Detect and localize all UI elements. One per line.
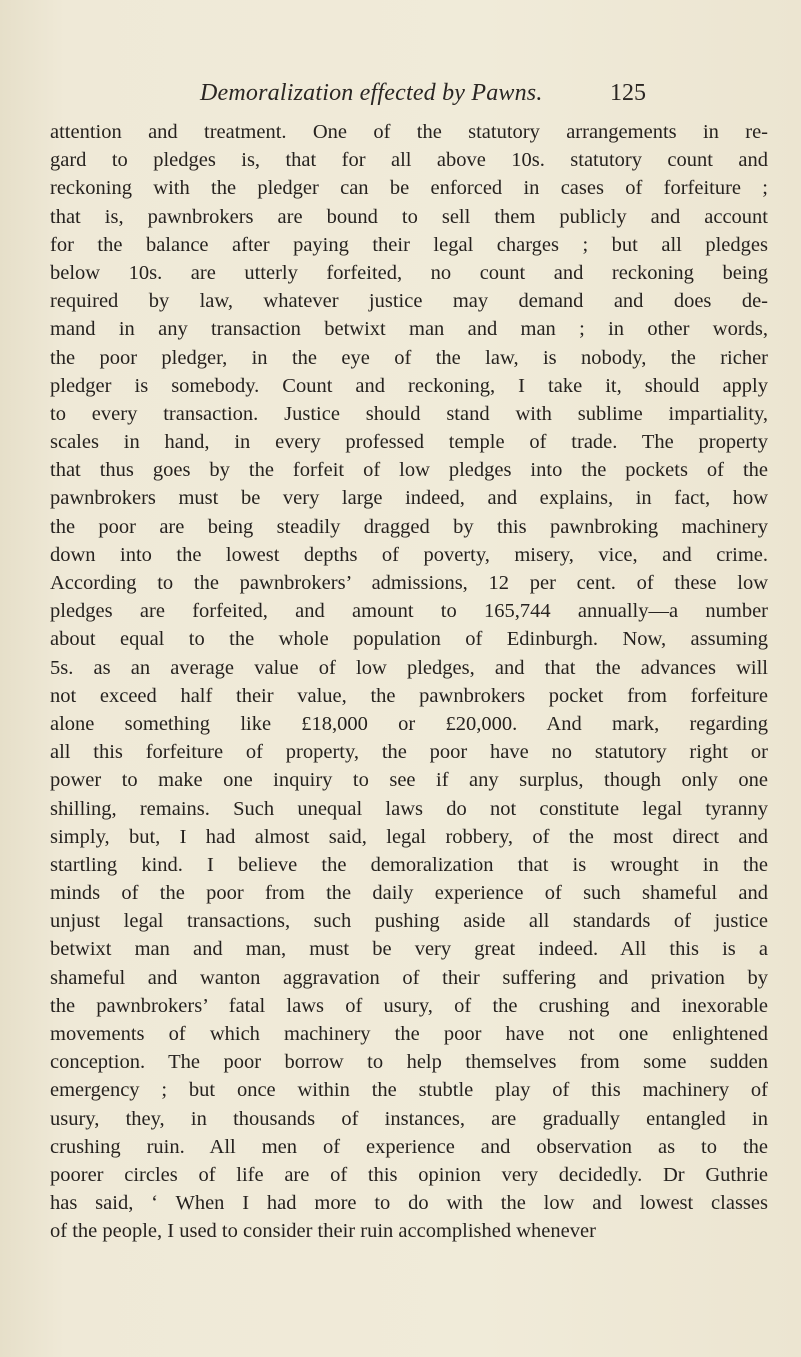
- text-line: attention and treatment. One of the statutory arrangements in re-: [50, 121, 768, 143]
- text-line: down into the lowest depths of poverty, misery, vice, and crime.: [50, 543, 768, 566]
- text-line: that is, pawnbrokers are bound to sell them publicly and account: [50, 205, 768, 228]
- text-line: According to the pawnbrokers’ admissions, 12 per cent. of these low: [50, 572, 768, 594]
- text-line: all this forfeiture of property, the poor have no statutory right or: [50, 741, 768, 764]
- text-line: that thus goes by the forfeit of low pledges into the pockets of the: [50, 459, 768, 482]
- text-line: minds of the poor from the daily experience of such shameful and: [50, 882, 768, 905]
- text-line: startling kind. I believe the demoralization that is wrought in the: [50, 853, 768, 876]
- text-line: alone something like £18,000 or £20,000. And mark, regarding: [50, 712, 768, 735]
- text-line: unjust legal transactions, such pushing aside all standards of justice: [50, 910, 768, 933]
- text-line: mand in any transaction betwixt man and man ; in other words,: [50, 318, 768, 341]
- text-line: pledges are forfeited, and amount to 165,744 annually—a number: [50, 600, 768, 623]
- text-line: movements of which machinery the poor have not one enlightened: [50, 1023, 768, 1045]
- text-line: the poor are being steadily dragged by this pawnbroking machinery: [50, 515, 768, 538]
- text-line: required by law, whatever justice may demand and does de-: [50, 290, 768, 313]
- text-line: not exceed half their value, the pawnbrokers pocket from forfeiture: [50, 684, 768, 707]
- text-line: below 10s. are utterly forfeited, no count and reckoning being: [50, 261, 768, 284]
- text-line: crushing ruin. All men of experience and observation as to the: [50, 1135, 768, 1158]
- text-line: the pawnbrokers’ fatal laws of usury, of the crushing and inexorable: [50, 994, 768, 1017]
- text-line: conception. The poor borrow to help themselves from some sudden: [50, 1051, 768, 1074]
- text-line: 5s. as an average value of low pledges, and that the advances will: [50, 656, 768, 679]
- text-line: reckoning with the pledger can be enforced in cases of forfeiture ;: [50, 177, 768, 200]
- text-line: simply, but, I had almost said, legal robbery, of the most direct and: [50, 825, 768, 848]
- text-line: emergency ; but once within the stubtle play of this machinery of: [50, 1079, 768, 1102]
- body-text: [50, 118, 768, 1246]
- page-number: 125: [610, 80, 646, 106]
- text-line: has said, ‘ When I had more to do with the low and lowest classes: [50, 1192, 768, 1215]
- text-line: for the balance after paying their legal charges ; but all pledges: [50, 233, 768, 256]
- text-line: of the people, I used to consider their ruin accomplished whenever: [50, 1220, 596, 1243]
- text-line: betwixt man and man, must be very great indeed. All this is a: [50, 938, 768, 961]
- text-line: shilling, remains. Such unequal laws do not constitute legal tyranny: [50, 797, 768, 820]
- running-head: [0, 80, 801, 120]
- text-line: pawnbrokers must be very large indeed, and explains, in fact, how: [50, 487, 768, 510]
- running-title: Demoralization effected by Pawns.: [200, 80, 543, 106]
- text-line: to every transaction. Justice should stand with sublime impartiality,: [50, 402, 768, 425]
- text-line: pledger is somebody. Count and reckoning, I take it, should apply: [50, 374, 768, 397]
- text-line: power to make one inquiry to see if any surplus, though only one: [50, 769, 768, 792]
- text-line: scales in hand, in every professed temple of trade. The property: [50, 431, 768, 454]
- text-line: about equal to the whole population of Edinburgh. Now, assuming: [50, 628, 768, 651]
- text-line: gard to pledges is, that for all above 10s. statutory count and: [50, 149, 768, 172]
- text-line: the poor pledger, in the eye of the law, is nobody, the richer: [50, 346, 768, 369]
- text-line: shameful and wanton aggravation of their suffering and privation by: [50, 966, 768, 989]
- text-line: usury, they, in thousands of instances, are gradually entangled in: [50, 1107, 768, 1130]
- text-line: poorer circles of life are of this opinion very decidedly. Dr Guthrie: [50, 1163, 768, 1186]
